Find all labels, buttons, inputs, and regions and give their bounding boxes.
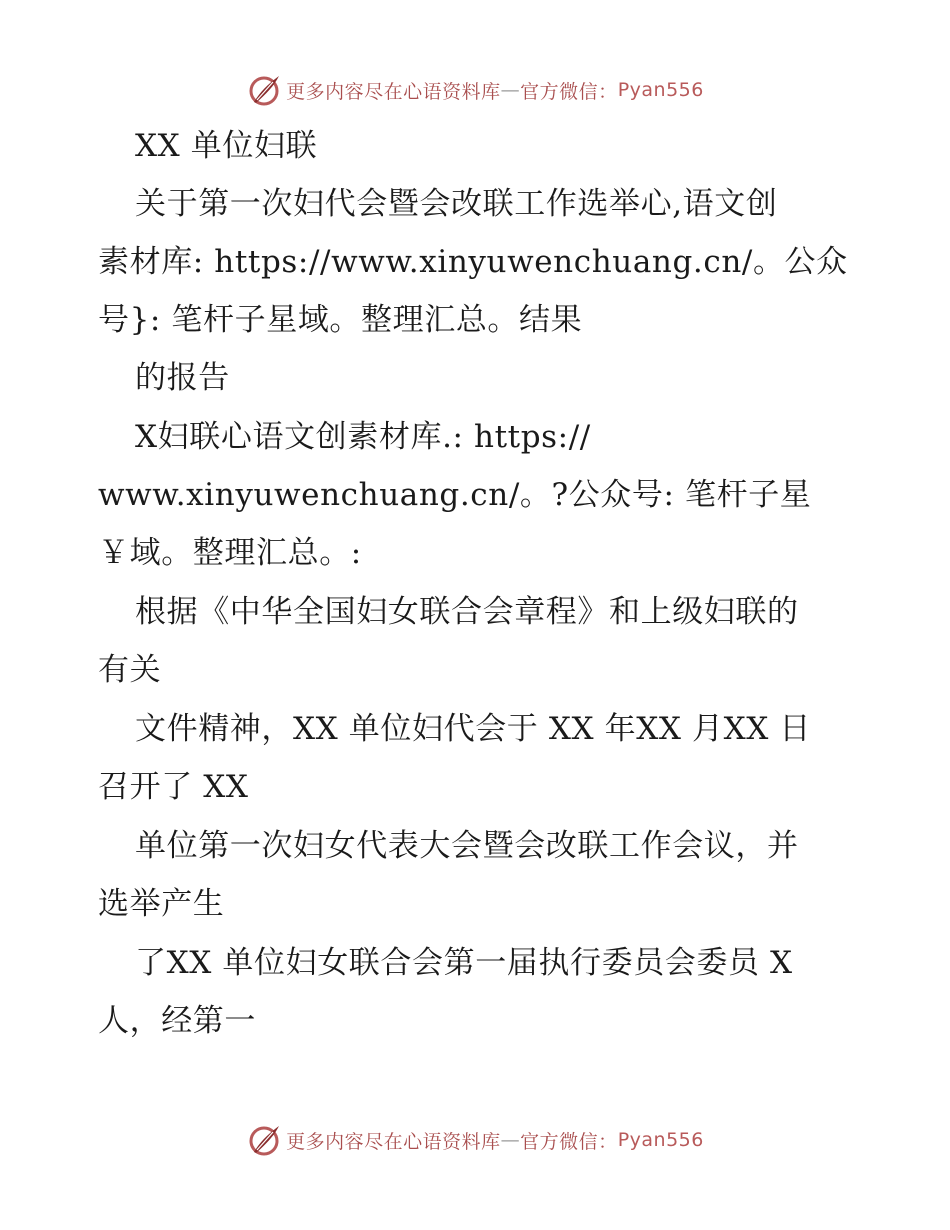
header-watermark [0, 70, 950, 110]
doc-line-10: 有关 [98, 652, 162, 688]
doc-line-9: 根据《中华全国妇女联合会章程》和上级妇联的 [135, 594, 799, 630]
doc-line-4: 号}: 笔杆子星域。整理汇总。结果 [98, 302, 583, 338]
watermark-separator: — [500, 79, 521, 101]
doc-line-11: 文件精神，XX 单位妇代会于 XX 年XX 月XX 日 [135, 711, 812, 747]
doc-line-8: ￥域。整理汇总。: [98, 535, 362, 571]
footer-watermark [0, 1120, 950, 1160]
watermark-text: 更多内容尽在心语资料库 [286, 80, 501, 103]
doc-line-13: 单位第一次妇女代表大会暨会改联工作会议，并 [135, 828, 799, 864]
watermark-handle: Pyan556 [617, 79, 704, 101]
doc-line-14: 选举产生 [98, 886, 225, 922]
doc-line-7: www.xinyuwenchuang.cn/。?公众号: 笔杆子星 [98, 477, 812, 513]
doc-line-16: 人，经第一 [98, 1003, 256, 1039]
doc-line-2: 关于第一次妇代会暨会改联工作选举心,语文创 [135, 186, 778, 222]
feather-pen-logo-icon [246, 1122, 282, 1158]
watermark-label: 官方微信： [520, 80, 618, 103]
watermark-label: 官方微信： [520, 1130, 618, 1153]
watermark-handle: Pyan556 [617, 1129, 704, 1151]
doc-line-3: 素材库: https://www.xinyuwenchuang.cn/。公众 [98, 244, 848, 280]
watermark-text: 更多内容尽在心语资料库 [286, 1130, 501, 1153]
watermark-separator: — [500, 1129, 521, 1151]
doc-line-1: XX 单位妇联 [135, 128, 318, 164]
doc-line-12: 召开了 XX [98, 769, 249, 805]
doc-line-15: 了XX 单位妇女联合会第一届执行委员会委员 X [135, 945, 793, 981]
doc-line-6: X妇联心语文创素材库.: https:// [135, 419, 591, 455]
doc-line-5: 的报告 [135, 360, 230, 396]
feather-pen-logo-icon [246, 72, 282, 108]
